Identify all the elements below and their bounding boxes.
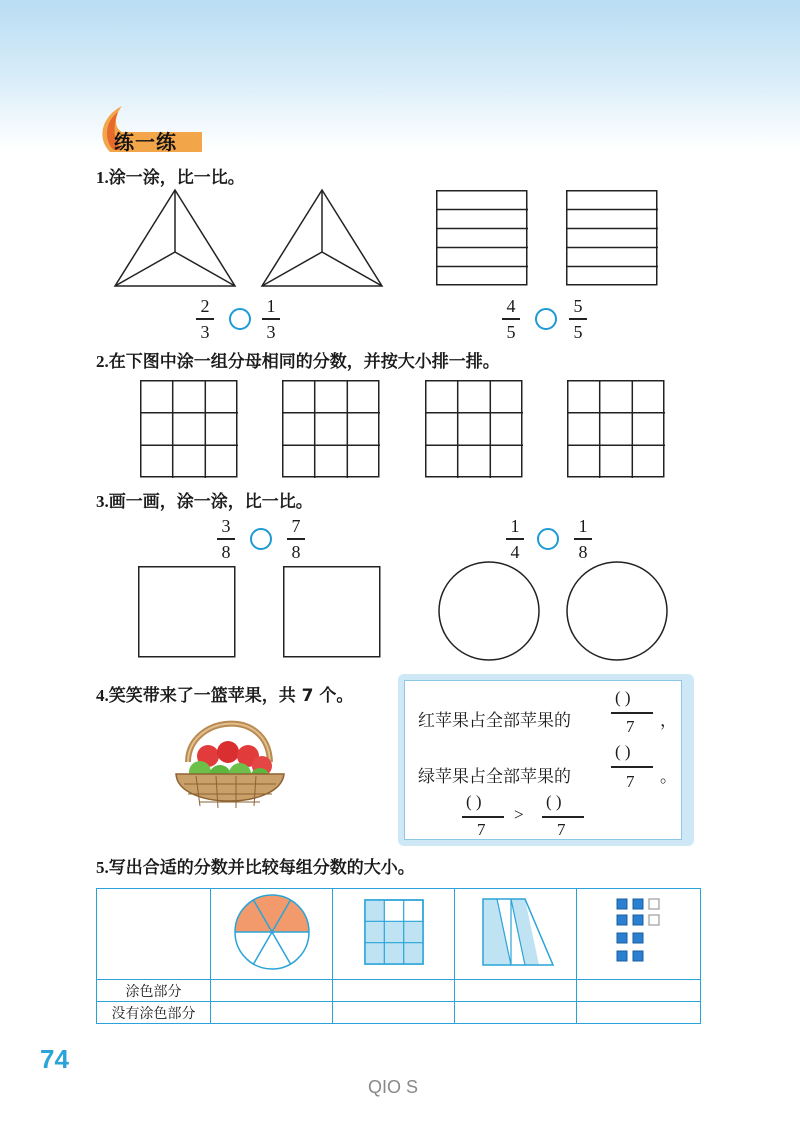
striped-rect-2 [566,190,658,286]
q4-compare-right-denominator: 7 [557,820,566,839]
fraction-numerator: 1 [266,296,276,316]
empty-circle-2 [565,560,669,662]
fraction-numerator: 1 [578,516,588,536]
fraction-bar [574,538,592,540]
q5-answer-cell[interactable] [577,1002,701,1024]
q4-title [96,681,353,706]
q2-text: 在下图中涂一组分母相同的分数，并按大小排一排。 [108,352,500,372]
q4-compare-left-denominator: 7 [477,820,486,839]
triangle-shape-1 [115,190,235,288]
q3-text: 画一画，涂一涂，比一比。 [108,492,313,512]
q5-answer-cell[interactable] [211,1002,333,1024]
q3-fraction-one-quarter [503,516,527,562]
q3-fraction-three-eighths [214,516,238,562]
fraction-bar [611,712,653,714]
q5-unshaded-label: 没有涂色部分 [97,1002,211,1024]
fraction-denominator: 8 [578,541,588,562]
empty-square-2 [283,566,381,658]
q1-fraction-four-fifths [499,296,523,342]
fraction-bar [611,766,653,768]
q1-compare-circle-left[interactable] [229,308,251,330]
q5-answer-cell[interactable] [455,1002,577,1024]
fraction-numerator: 2 [200,296,210,316]
q1-compare-circle-right[interactable] [535,308,557,330]
parallelogram-parts-figure [455,889,577,975]
fraction-bar [262,318,280,320]
empty-circle-1 [437,560,541,662]
q1-text: 涂一涂，比一比。 [108,168,245,188]
section-title: 练一练 [114,130,177,154]
q1-fraction-two-thirds [193,296,217,342]
q4-green-answer-blank[interactable]: ( ) [615,742,631,761]
pie-six-parts-figure [211,889,333,975]
fraction-denominator: 8 [291,541,301,562]
q4-green-denominator: 7 [626,772,635,791]
q1-title [96,163,245,188]
fraction-bar [196,318,214,320]
fraction-bar [506,538,524,540]
fraction-bar [287,538,305,540]
page-number: 74 [40,1044,69,1074]
q4-red-line-text: 红苹果占全部苹果的 [418,711,571,731]
q5-answer-cell[interactable] [333,980,455,1002]
q5-corner-cell [97,889,211,980]
q5-answer-cell[interactable] [333,1002,455,1024]
q4-compare-right-blank[interactable]: ( ) [546,792,562,811]
fraction-denominator: 5 [573,321,583,342]
grid-3x3-1 [140,380,238,478]
q3-compare-circle-right[interactable] [537,528,559,550]
fraction-denominator: 3 [266,321,276,342]
q4-number: 4. [96,686,109,705]
q3-number: 3. [96,492,109,511]
q4-greater-than-sign: > [514,805,524,824]
grid-3x3-4 [567,380,665,478]
q5-answer-cell[interactable] [211,980,333,1002]
q3-title [96,487,313,512]
q1-number: 1. [96,168,109,187]
apple-basket-image [170,712,290,814]
q3-fraction-one-eighth [571,516,595,562]
cubes-figure [577,889,701,975]
q4-green-line-text: 绿苹果占全部苹果的 [418,767,571,787]
q3-compare-circle-left[interactable] [250,528,272,550]
fraction-bar [502,318,520,320]
empty-square-1 [138,566,236,658]
fraction-numerator: 3 [221,516,231,536]
q5-text: 写出合适的分数并比较每组分数的大小。 [108,858,415,878]
q5-title [96,853,415,878]
fraction-denominator: 3 [200,321,210,342]
watermark-text: QIO S [368,1077,419,1097]
q5-unshaded-row [97,1002,701,1024]
fraction-denominator: 4 [510,541,520,562]
fraction-bar [542,816,584,818]
q1-fraction-five-fifths [566,296,590,342]
q4-red-denominator: 7 [626,717,635,736]
q5-answer-cell[interactable] [577,980,701,1002]
fraction-numerator: 7 [291,516,301,536]
fraction-numerator: 4 [506,296,516,316]
q4-text: 笑笑带来了一篮苹果，共 7 个。 [108,686,354,706]
q4-period: 。 [660,767,677,787]
q2-number: 2. [96,352,109,371]
grid-nine-parts-figure [333,889,455,975]
q4-compare-left-blank[interactable]: ( ) [466,792,482,811]
fraction-denominator: 8 [221,541,231,562]
q5-grid-cell [333,889,455,980]
q5-table [96,888,700,1022]
grid-3x3-2 [282,380,380,478]
grid-3x3-3 [425,380,523,478]
q5-trapezoid-cell [455,889,577,980]
fraction-bar [569,318,587,320]
fraction-bar [462,816,504,818]
fraction-bar [217,538,235,540]
q5-answer-cell[interactable] [455,980,577,1002]
q4-comma: ， [660,711,677,731]
q5-figure-row [97,889,701,980]
fraction-numerator: 1 [510,516,520,536]
q5-shaded-label: 涂色部分 [97,980,211,1002]
q5-cubes-cell [577,889,701,980]
triangle-shape-2 [262,190,382,288]
q2-title [96,347,500,372]
fraction-denominator: 5 [506,321,516,342]
q4-red-answer-blank[interactable]: ( ) [615,688,631,707]
q5-shaded-row [97,980,701,1002]
fraction-numerator: 5 [573,296,583,316]
q1-fraction-one-third [259,296,283,342]
q3-fraction-seven-eighths [284,516,308,562]
q5-number: 5. [96,858,109,877]
q5-pie-cell [211,889,333,980]
striped-rect-1 [436,190,528,286]
